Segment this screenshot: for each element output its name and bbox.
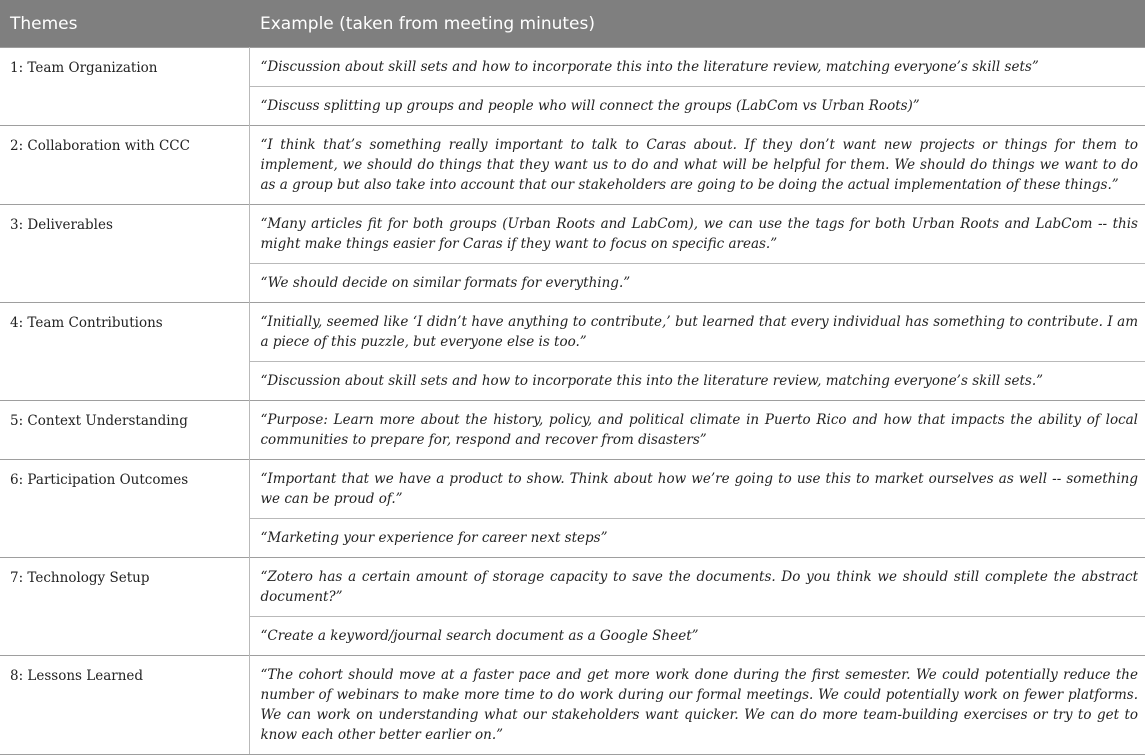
table-row [0,656,1145,755]
header-example: Example (taken from meeting minutes) [249,0,1145,48]
table-row [0,126,1145,205]
theme-cell: 7: Technology Setup [0,558,249,656]
example-cell: “Discussion about skill sets and how to incorporate this into the literature review, matching everyone’s skill sets.” [249,362,1145,401]
theme-cell: 3: Deliverables [0,205,249,303]
example-cell: “The cohort should move at a faster pace and get more work done during the first semester. We could potentially reduce the number of webinars to make more time to do work during our formal meetings. We could potentially work on fewer platforms. We can work on understanding what our stakeholders want quicker. We can do more team-building exercises or try to get to know each other better earlier on.” [249,656,1145,755]
example-cell: “Create a keyword/journal search document as a Google Sheet” [249,617,1145,656]
example-cell: “I think that’s something really important to talk to Caras about. If they don’t want new projects or things for them to implement, we should do things that they want us to do and what will be helpful for them. We should do things we want to do as a group but also take into account that our stakeholders are going to be doing the actual implementation of these things.” [249,126,1145,205]
table-row [0,48,1145,87]
theme-cell: 5: Context Understanding [0,401,249,460]
example-cell: “Important that we have a product to show. Think about how we’re going to use this to market ourselves as well -- something we can be proud of.” [249,460,1145,519]
table-row [0,401,1145,460]
theme-cell: 1: Team Organization [0,48,249,126]
example-cell: “Marketing your experience for career next steps” [249,519,1145,558]
header-row [0,0,1145,48]
table-row [0,303,1145,362]
example-cell: “We should decide on similar formats for everything.” [249,264,1145,303]
example-cell: “Initially, seemed like ‘I didn’t have anything to contribute,’ but learned that every individual has something to contribute. I am a piece of this puzzle, but everyone else is too.” [249,303,1145,362]
theme-cell: 8: Lessons Learned [0,656,249,755]
example-cell: “Zotero has a certain amount of storage capacity to save the documents. Do you think we should still complete the abstract document?” [249,558,1145,617]
theme-cell: 2: Collaboration with CCC [0,126,249,205]
example-cell: “Many articles fit for both groups (Urban Roots and LabCom), we can use the tags for both Urban Roots and LabCom -- this might make things easier for Caras if they want to focus on specific areas.” [249,205,1145,264]
header-themes: Themes [0,0,249,48]
example-cell: “Discuss splitting up groups and people who will connect the groups (LabCom vs Urban Roots)” [249,87,1145,126]
theme-cell: 4: Team Contributions [0,303,249,401]
theme-cell: 6: Participation Outcomes [0,460,249,558]
table-row [0,460,1145,519]
example-cell: “Discussion about skill sets and how to incorporate this into the literature review, matching everyone’s skill sets” [249,48,1145,87]
example-cell: “Purpose: Learn more about the history, policy, and political climate in Puerto Rico and how that impacts the ability of local communities to prepare for, respond and recover from disasters” [249,401,1145,460]
table-row [0,558,1145,617]
table-row [0,205,1145,264]
